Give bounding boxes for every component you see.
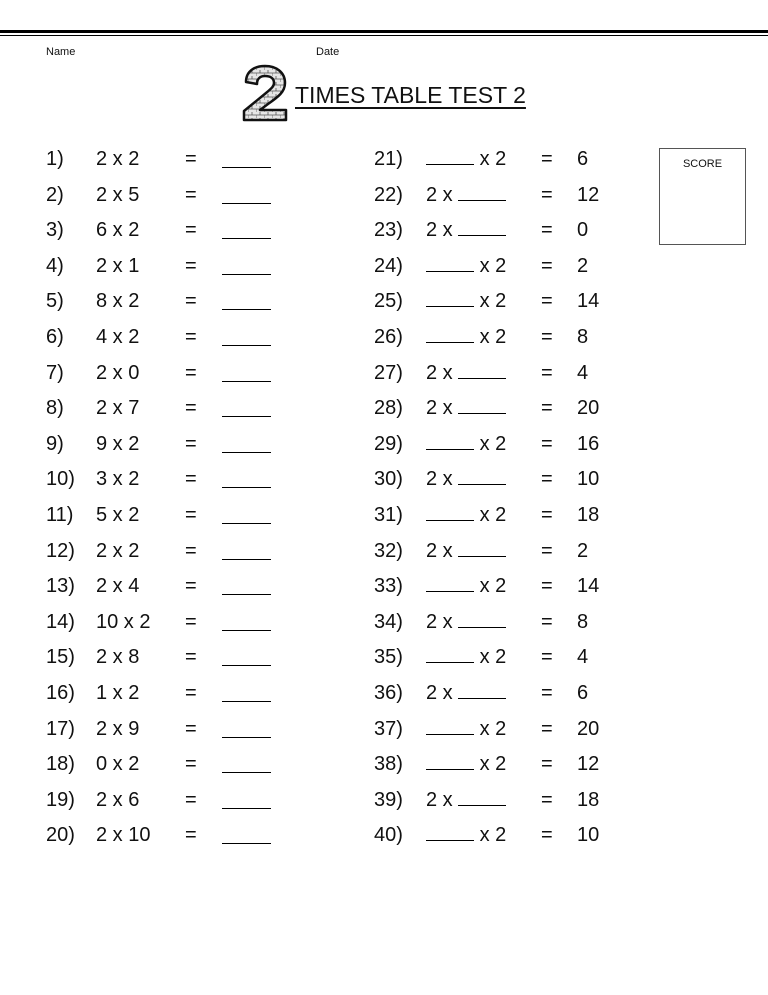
equals-sign: = [185,468,197,491]
question-expression [426,143,516,175]
question-expression [426,641,516,673]
answer-blank[interactable] [222,381,271,382]
question-expression-part: 2 x [426,183,453,206]
answer-blank[interactable] [222,238,271,239]
equals-sign: = [541,468,553,491]
equals-sign: = [185,539,197,562]
question-number: 18) [46,753,75,776]
question-product: 12 [577,183,600,206]
answer-blank[interactable] [426,286,474,307]
equals-sign: = [541,610,553,633]
question-number: 8) [46,397,64,420]
question-number: 20) [46,824,75,847]
equals-sign: = [541,646,553,669]
question-number: 12) [46,539,75,562]
equals-sign: = [185,326,197,348]
equals-sign: = [185,646,197,669]
equals-sign: = [185,254,197,277]
name-label: Name [46,46,76,58]
answer-blank[interactable] [222,808,271,809]
question-number: 5) [46,290,64,313]
equals-sign: = [541,290,553,313]
question-product: 18 [577,504,600,526]
question-expression [426,392,516,424]
question-expression [426,606,516,638]
equals-sign: = [541,432,553,455]
equals-sign: = [541,539,553,562]
question-number: 23) [374,219,403,242]
question-expression [426,428,516,460]
answer-blank[interactable] [222,843,271,844]
question-expression-part: 2 x [426,539,453,562]
question-number: 10) [46,468,75,491]
question-expression: 0 x 2 [96,753,140,776]
question-number: 31) [374,504,403,526]
answer-blank[interactable] [458,678,506,699]
equals-sign: = [185,432,197,455]
question-number: 11) [46,504,74,526]
question-expression: 9 x 2 [96,432,140,455]
question-product: 4 [577,361,589,384]
equals-sign: = [541,753,553,776]
question-expression: 2 x 5 [96,183,140,206]
question-product: 10 [577,824,600,847]
equals-sign: = [541,717,553,740]
question-expression: 2 x 1 [96,254,140,277]
question-product: 20 [577,717,600,740]
question-number: 19) [46,788,75,811]
equals-sign: = [185,610,197,633]
question-expression-part: x 2 [479,432,507,455]
equals-sign: = [185,717,197,740]
answer-blank[interactable] [222,665,271,666]
question-expression: 2 x 8 [96,646,140,669]
question-expression-part: 2 x [426,219,453,242]
question-number: 32) [374,539,403,562]
equals-sign: = [185,290,197,313]
question-number: 28) [374,397,403,420]
equals-sign: = [185,219,197,242]
question-expression-part: x 2 [479,717,507,740]
answer-blank[interactable] [222,416,271,417]
question-number: 30) [374,468,403,491]
question-number: 4) [46,254,64,277]
equals-sign: = [185,183,197,206]
question-number: 29) [374,432,403,455]
answer-blank[interactable] [222,737,271,738]
question-expression: 2 x 7 [96,397,140,420]
question-expression: 2 x 4 [96,575,140,598]
answer-blank[interactable] [458,358,506,379]
answer-blank[interactable] [458,180,506,201]
question-product: 6 [577,682,589,704]
question-expression [426,499,516,531]
equals-sign: = [541,183,553,206]
equals-sign: = [541,326,553,348]
question-product: 4 [577,646,589,669]
question-product: 6 [577,148,589,170]
answer-blank[interactable] [222,167,271,168]
answer-blank[interactable] [458,464,506,485]
question-expression [426,285,516,317]
question-expression [426,179,516,211]
question-expression [426,250,516,282]
answer-blank[interactable] [222,701,271,702]
page-title: TIMES TABLE TEST 2 [295,82,526,108]
question-number: 26) [374,326,403,348]
question-expression [426,748,516,780]
answer-blank[interactable] [426,500,474,521]
question-number: 27) [374,361,403,384]
answer-blank[interactable] [222,594,271,595]
question-number: 17) [46,717,75,740]
equals-sign: = [185,788,197,811]
question-expression-part: 2 x [426,468,453,491]
question-number: 3) [46,219,64,242]
question-expression-part: x 2 [479,646,507,669]
question-number: 14) [46,610,75,633]
question-product: 0 [577,219,589,242]
question-expression-part: x 2 [479,254,507,277]
question-expression: 10 x 2 [96,610,151,633]
question-expression: 2 x 2 [96,539,140,562]
question-expression: 2 x 2 [96,148,140,170]
answer-blank[interactable] [426,144,474,165]
equals-sign: = [541,361,553,384]
question-expression-part: 2 x [426,397,453,420]
question-product: 8 [577,610,589,633]
question-number: 7) [46,361,64,384]
equals-sign: = [541,504,553,526]
answer-blank[interactable] [426,749,474,770]
answer-blank[interactable] [458,785,506,806]
answer-blank[interactable] [426,571,474,592]
question-expression-part: 2 x [426,788,453,811]
question-expression-part: x 2 [479,575,507,598]
question-number: 1) [46,148,64,170]
question-expression-part: x 2 [479,753,507,776]
question-expression [426,214,516,246]
question-product: 14 [577,290,600,313]
question-expression: 4 x 2 [96,326,140,348]
answer-blank[interactable] [426,820,474,841]
equals-sign: = [541,254,553,277]
question-expression: 2 x 6 [96,788,140,811]
equals-sign: = [541,682,553,704]
question-number: 39) [374,788,403,811]
question-number: 34) [374,610,403,633]
answer-blank[interactable] [458,536,506,557]
answer-blank[interactable] [426,322,474,343]
brick-two-icon [240,64,290,122]
question-number: 37) [374,717,403,740]
question-expression-part: 2 x [426,361,453,384]
answer-blank[interactable] [222,772,271,773]
question-expression [426,570,516,602]
equals-sign: = [185,753,197,776]
question-expression: 2 x 0 [96,361,140,384]
question-number: 6) [46,326,64,348]
answer-blank[interactable] [426,642,474,663]
question-product: 8 [577,326,589,348]
question-number: 33) [374,575,403,598]
question-number: 35) [374,646,403,669]
question-number: 38) [374,753,403,776]
question-expression: 5 x 2 [96,504,140,526]
question-product: 20 [577,397,600,420]
score-box [659,148,746,245]
equals-sign: = [185,361,197,384]
question-product: 2 [577,539,589,562]
score-label: SCORE [682,158,723,170]
question-expression-part: 2 x [426,682,453,704]
answer-blank[interactable] [222,452,271,453]
question-expression [426,463,516,495]
question-expression [426,784,516,816]
question-product: 10 [577,468,600,491]
question-expression [426,357,516,389]
question-number: 36) [374,682,403,704]
answer-blank[interactable] [222,523,271,524]
question-expression [426,713,516,745]
date-label: Date [316,46,340,58]
question-product: 18 [577,788,600,811]
answer-blank[interactable] [458,393,506,414]
question-product: 14 [577,575,600,598]
question-number: 16) [46,682,75,704]
question-expression-part: x 2 [479,148,507,170]
equals-sign: = [541,824,553,847]
answer-blank[interactable] [222,559,271,560]
question-expression [426,535,516,567]
question-number: 24) [374,254,403,277]
question-product: 12 [577,753,600,776]
question-expression: 2 x 10 [96,824,151,847]
question-number: 25) [374,290,403,313]
question-expression-part: x 2 [479,504,507,526]
question-number: 22) [374,183,403,206]
top-rule-thin [0,35,768,36]
question-number: 21) [374,148,403,170]
question-expression-part: x 2 [479,824,507,847]
answer-blank[interactable] [222,630,271,631]
equals-sign: = [541,788,553,811]
question-number: 40) [374,824,403,847]
question-number: 15) [46,646,75,669]
equals-sign: = [185,682,197,704]
answer-blank[interactable] [426,251,474,272]
question-expression-part: 2 x [426,610,453,633]
equals-sign: = [185,575,197,598]
answer-blank[interactable] [222,274,271,275]
question-number: 2) [46,183,64,206]
question-expression: 1 x 2 [96,682,140,704]
question-product: 2 [577,254,589,277]
equals-sign: = [541,575,553,598]
equals-sign: = [185,397,197,420]
answer-blank[interactable] [222,309,271,310]
equals-sign: = [541,397,553,420]
equals-sign: = [185,504,197,526]
answer-blank[interactable] [458,215,506,236]
equals-sign: = [541,219,553,242]
question-number: 9) [46,432,64,455]
top-rule [0,30,768,33]
question-expression-part: x 2 [479,326,507,348]
question-number: 13) [46,575,75,598]
answer-blank[interactable] [222,487,271,488]
answer-blank[interactable] [222,203,271,204]
question-expression: 3 x 2 [96,468,140,491]
answer-blank[interactable] [222,345,271,346]
answer-blank[interactable] [458,607,506,628]
question-expression [426,321,516,353]
equals-sign: = [541,148,553,170]
question-expression: 6 x 2 [96,219,140,242]
question-expression: 8 x 2 [96,290,140,313]
question-expression [426,677,516,709]
equals-sign: = [185,148,197,170]
question-expression: 2 x 9 [96,717,140,740]
question-expression-part: x 2 [479,290,507,313]
equals-sign: = [185,824,197,847]
answer-blank[interactable] [426,429,474,450]
question-product: 16 [577,432,600,455]
answer-blank[interactable] [426,714,474,735]
question-expression [426,819,516,851]
